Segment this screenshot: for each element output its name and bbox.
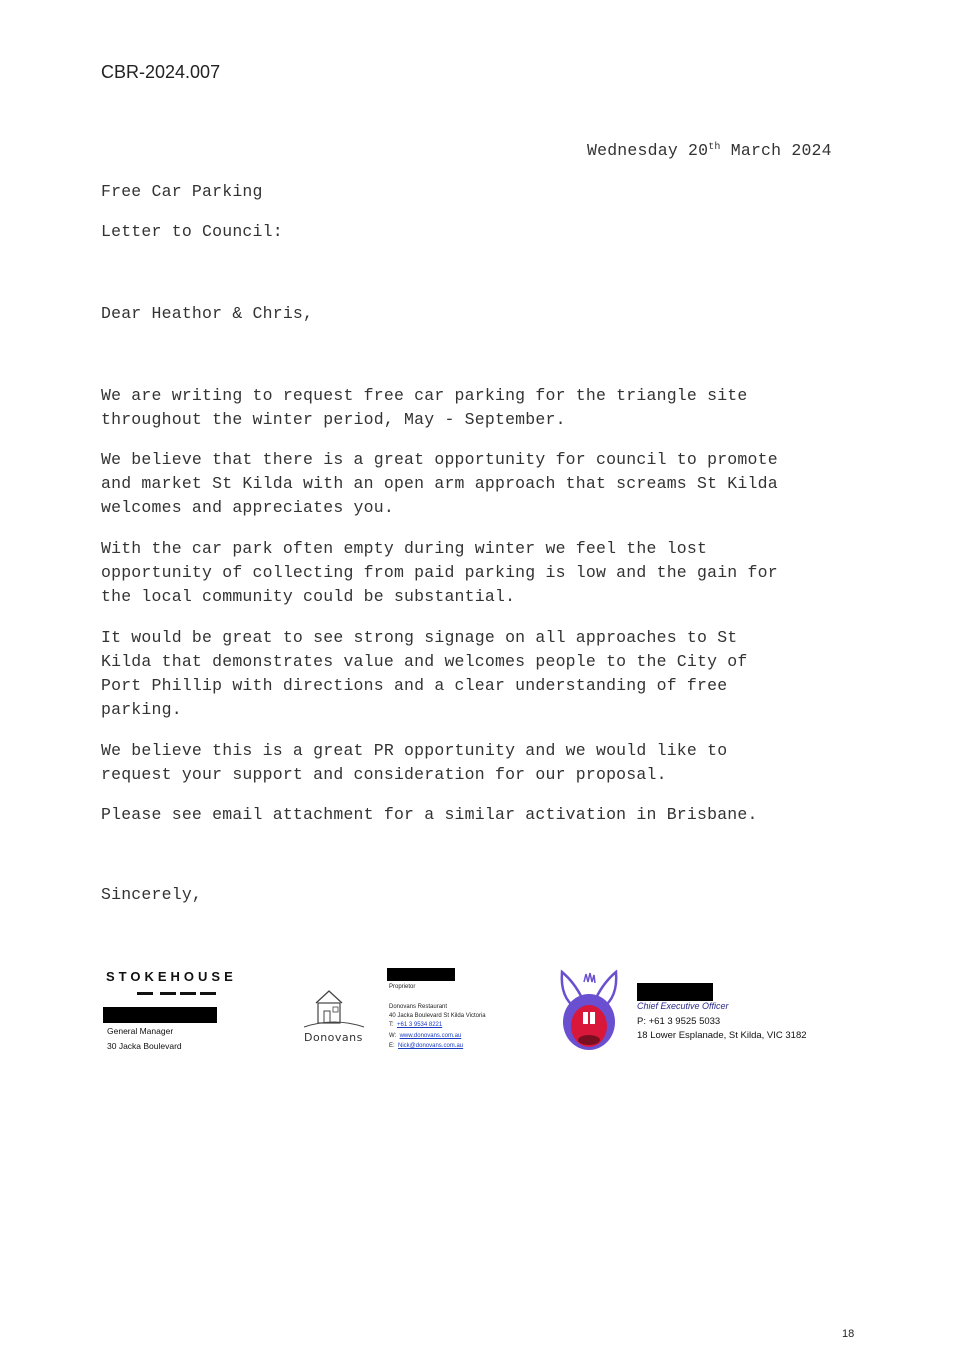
donovans-logo-text: Donovans	[304, 1031, 363, 1044]
body-paragraph: With the car park often empty during winter we feel the lost opportunity of collecting from paid parking is low and the gain for the local community could be substantial.	[101, 539, 778, 606]
signatory-phone: P: +61 3 9525 5033	[637, 1016, 721, 1027]
redacted-name	[103, 1007, 217, 1023]
signatory-title: Proprietor	[389, 984, 416, 990]
company-name: Donovans Restaurant	[389, 1004, 448, 1010]
signatory-title: Chief Executive Officer	[637, 1001, 729, 1011]
logo-dash	[200, 992, 216, 995]
phone-row: T: +61 3 9534 8221	[389, 1022, 443, 1028]
redacted-name	[387, 968, 455, 981]
body-paragraph: We believe this is a great PR opportunity and we would like to request your support and consideration for our proposal.	[101, 741, 728, 784]
website-link[interactable]: www.donovans.com.au	[399, 1033, 462, 1039]
stokehouse-logo: STOKEHOUSE	[106, 969, 237, 984]
signatory-address: 18 Lower Esplanade, St Kilda, VIC 3182	[637, 1030, 807, 1041]
web-row: W: www.donovans.com.au	[389, 1033, 462, 1039]
email-link[interactable]: Nick@donovans.com.au	[398, 1043, 464, 1049]
phone-link[interactable]: +61 3 9534 8221	[397, 1022, 443, 1028]
page-number: 18	[842, 1328, 855, 1340]
body-paragraph: Please see email attachment for a similar activation in Brisbane.	[101, 805, 758, 824]
donovans-house-icon	[302, 987, 366, 1031]
email-row: E: Nick@donovans.com.au	[389, 1043, 464, 1049]
logo-dash	[180, 992, 196, 995]
reference-number: CBR-2024.007	[101, 62, 221, 82]
signatory-title: General Manager	[107, 1026, 174, 1036]
signatory-address: 30 Jacka Boulevard	[107, 1041, 182, 1051]
company-address: 40 Jacka Boulevard St Kilda Victoria	[389, 1013, 486, 1019]
rabbit-mascot-logo-icon	[552, 968, 626, 1054]
letter-date: Wednesday 20th March 2024	[587, 141, 832, 160]
logo-dash	[160, 992, 176, 995]
subject-line: Free Car Parking	[101, 182, 263, 201]
closing: Sincerely,	[101, 885, 203, 904]
redacted-name	[637, 983, 713, 1001]
logo-dash	[137, 992, 153, 995]
body-paragraph: It would be great to see strong signage on all approaches to St Kilda that demonstrates value and welcomes people to the City of Port Phillip with directions and a clear understanding of free parking.	[101, 628, 748, 719]
body-paragraph: We are writing to request free car parking for the triangle site throughout the winter period, May - September.	[101, 386, 748, 429]
addressee-line: Letter to Council:	[101, 222, 283, 241]
body-paragraph: We believe that there is a great opportunity for council to promote and market St Kilda with an open arm approach that screams St Kilda welcomes and appreciates you.	[101, 450, 778, 517]
salutation: Dear Heathor & Chris,	[101, 304, 314, 323]
